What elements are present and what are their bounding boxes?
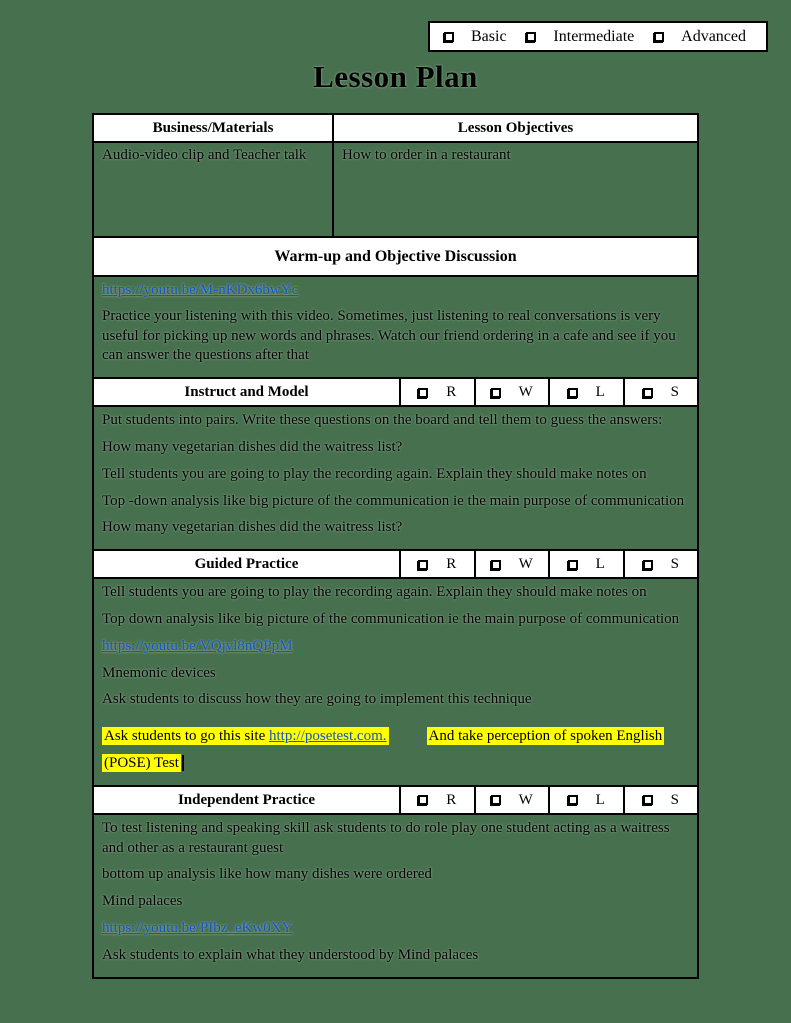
body-line: Mnemonic devices	[102, 664, 216, 681]
objectives-cell: How to order in a restaurant	[342, 147, 511, 163]
skill-cell-speaking	[625, 379, 698, 405]
independent-video-link[interactable]: https://youtu.be/PIbz_eKw0XY	[102, 919, 293, 936]
skill-cell-writing	[476, 379, 551, 405]
guided-body	[94, 579, 697, 787]
checkbox-icon[interactable]	[491, 795, 501, 805]
checkbox-icon[interactable]	[418, 560, 428, 570]
checkbox-icon[interactable]	[568, 560, 578, 570]
body-line: bottom up analysis like how many dishes were ordered	[102, 866, 432, 883]
skill-label: R	[446, 384, 457, 401]
independent-header: Independent Practice	[94, 787, 401, 813]
materials-header-row	[94, 115, 697, 143]
highlight-segment: (POSE) Test	[104, 754, 179, 771]
text-cursor	[182, 755, 184, 771]
warmup-text: Practice your listening with this video. Sometimes, just listening to real conversations is very useful for picking up new words and phrases. Watch our friend ordering in a cafe and see if you can answer the questions after that	[102, 307, 676, 364]
body-line: How many vegetarian dishes did the waitress list?	[102, 438, 403, 455]
checkbox-icon[interactable]	[643, 388, 653, 398]
independent-link-line	[102, 919, 689, 939]
body-line: To test listening and speaking skill ask students to do role play one student acting as a waitress and other as a restaurant guest	[102, 819, 670, 856]
guided-header-row	[94, 551, 697, 579]
highlight-segment: And take perception of spoken English	[428, 728, 663, 745]
objectives-header: Lesson Objectives	[457, 120, 574, 136]
highlight-text: Ask students to go this site	[104, 728, 270, 745]
level-option-advanced	[654, 28, 746, 46]
checkbox-icon[interactable]	[643, 560, 653, 570]
skill-label: S	[670, 791, 679, 808]
body-line: Top -down analysis like big picture of the communication ie the main purpose of communication	[102, 492, 685, 509]
skill-cell-reading	[401, 787, 476, 813]
skill-label: S	[670, 556, 679, 573]
guided-header: Guided Practice	[94, 551, 401, 577]
checkbox-icon[interactable]	[568, 388, 578, 398]
skill-cell-writing	[476, 787, 551, 813]
skill-label: L	[595, 384, 605, 401]
skill-cell-speaking	[625, 551, 698, 577]
skill-label: W	[518, 791, 533, 808]
checkbox-icon[interactable]	[491, 560, 501, 570]
body-line: Top down analysis like big picture of the communication ie the main purpose of communication	[102, 610, 680, 627]
body-line: Tell students you are going to play the recording again. Explain they should make notes on	[102, 584, 647, 601]
highlighted-line	[102, 754, 689, 774]
checkbox-icon[interactable]	[418, 388, 428, 398]
skill-cell-reading	[401, 379, 476, 405]
skill-cell-reading	[401, 551, 476, 577]
checkbox-icon[interactable]	[526, 32, 536, 42]
warmup-link-line	[102, 281, 689, 301]
level-option-intermediate	[526, 28, 634, 46]
body-line: Ask students to discuss how they are going to implement this technique	[102, 691, 532, 708]
lesson-plan-table	[92, 113, 699, 979]
instruct-body	[94, 407, 697, 551]
independent-header-row	[94, 787, 697, 815]
checkbox-icon[interactable]	[654, 32, 664, 42]
skill-label: W	[518, 556, 533, 573]
skill-label: L	[595, 556, 605, 573]
body-line: Mind palaces	[102, 893, 183, 910]
independent-body	[94, 815, 697, 977]
body-line: Tell students you are going to play the recording again. Explain they should make notes on	[102, 465, 647, 482]
posetest-link[interactable]: http://posetest.com.	[269, 728, 387, 745]
instruct-header: Instruct and Model	[94, 379, 401, 405]
guided-link-line	[102, 637, 689, 657]
level-option-label: Advanced	[681, 27, 746, 45]
checkbox-icon[interactable]	[491, 388, 501, 398]
skill-cell-speaking	[625, 787, 698, 813]
warmup-header: Warm-up and Objective Discussion	[94, 238, 697, 277]
skill-cell-writing	[476, 551, 551, 577]
skill-label: W	[518, 384, 533, 401]
skill-cell-listening	[550, 787, 625, 813]
highlight-segment	[102, 727, 389, 745]
skill-label: L	[595, 791, 605, 808]
level-selector-bar	[428, 21, 768, 52]
checkbox-icon[interactable]	[444, 32, 454, 42]
body-line: How many vegetarian dishes did the waitress list?	[102, 519, 403, 536]
checkbox-icon[interactable]	[568, 795, 578, 805]
instruct-header-row	[94, 379, 697, 407]
checkbox-icon[interactable]	[643, 795, 653, 805]
materials-cell: Audio-video clip and Teacher talk	[94, 143, 334, 236]
body-line: Ask students to explain what they understood by Mind palaces	[102, 946, 479, 963]
level-option-label: Intermediate	[553, 27, 635, 45]
level-option-basic	[444, 28, 507, 46]
skill-cell-listening	[550, 551, 625, 577]
highlighted-line	[102, 727, 689, 747]
checkbox-icon[interactable]	[418, 795, 428, 805]
skill-label: R	[446, 556, 457, 573]
materials-header: Business/Materials	[94, 115, 334, 141]
skill-cell-listening	[550, 379, 625, 405]
materials-body-row	[94, 143, 697, 238]
body-line: Put students into pairs. Write these questions on the board and tell them to guess the answers:	[102, 412, 663, 429]
skill-label: S	[670, 384, 679, 401]
skill-label: R	[446, 791, 457, 808]
warmup-video-link[interactable]: https://youtu.be/M-nKDx6bwYc	[102, 282, 299, 298]
guided-video-link[interactable]: https://youtu.be/VQjvl8nQPpM	[102, 637, 293, 654]
level-option-label: Basic	[471, 27, 507, 45]
warmup-body	[94, 277, 697, 379]
page-title: Lesson Plan	[313, 59, 478, 94]
